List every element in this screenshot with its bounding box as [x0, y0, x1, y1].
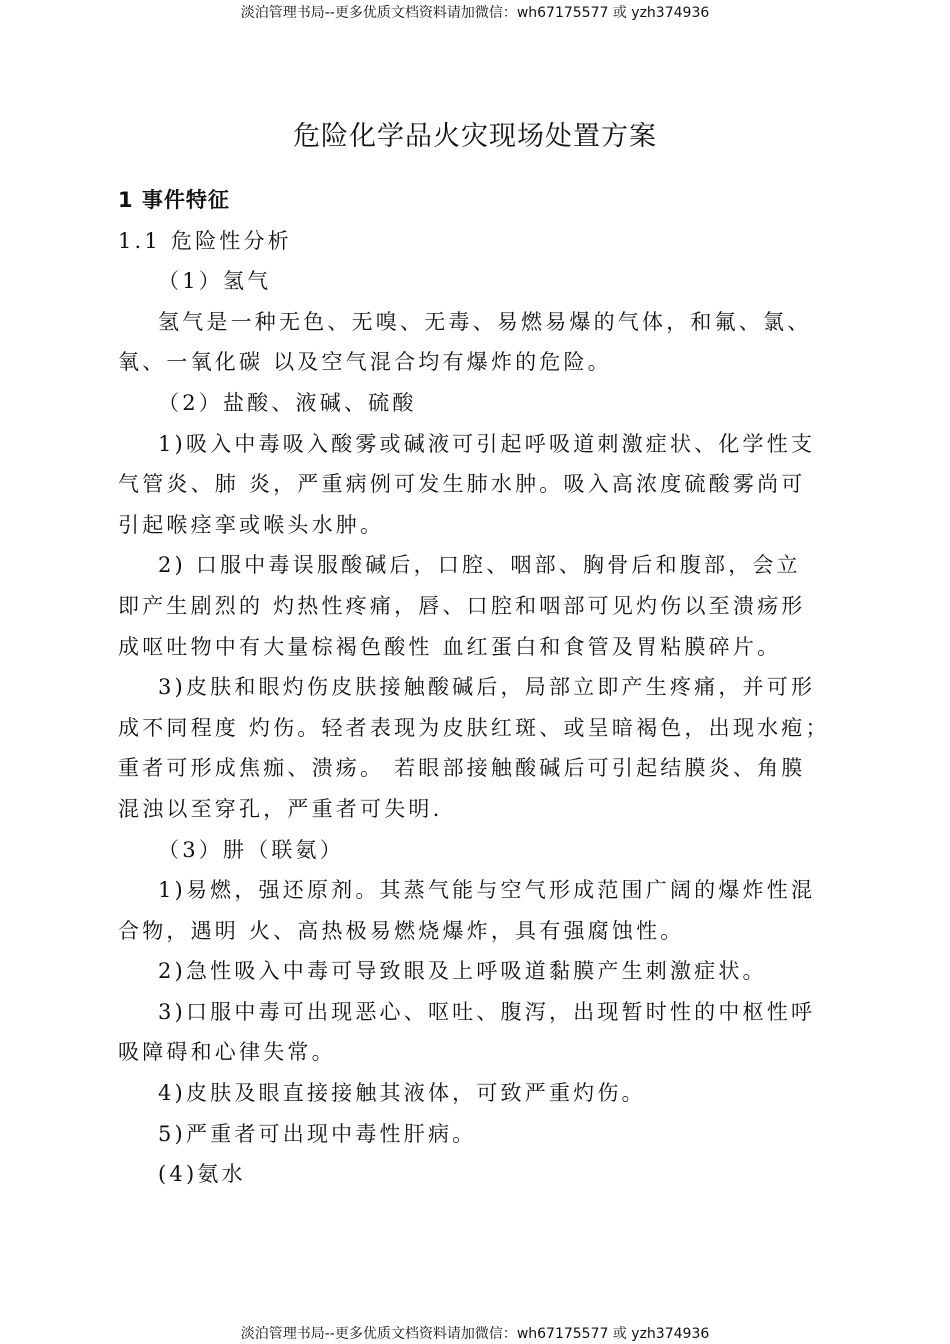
paragraph-line: 重者可形成焦痂、溃疡。 若眼部接触酸碱后可引起结膜炎、角膜: [118, 756, 806, 781]
paragraph-line: 5)严重者可出现中毒性肝病。: [158, 1121, 477, 1146]
paragraph-line: 1)吸入中毒吸入酸雾或碱液可引起呼吸道刺激症状、化学性支: [158, 431, 816, 456]
paragraph-line: 混浊以至穿孔，严重者可失明.: [118, 796, 443, 821]
paragraph-line: 成不同程度 灼伤。轻者表现为皮肤红斑、或呈暗褐色，出现水疱；: [118, 715, 830, 740]
paragraph-line: 4)皮肤及眼直接接触其液体，可致严重灼伤。: [158, 1081, 646, 1106]
document-title: 危险化学品火灾现场处置方案: [293, 121, 657, 152]
paragraph-line: 2) 口服中毒误服酸碱后，口腔、咽部、胸骨后和腹部，会立: [158, 553, 801, 578]
paragraph-line: 氧、一氧化碳 以及空气混合均有爆炸的危险。: [118, 350, 612, 375]
paragraph-line: 成呕吐物中有大量棕褐色酸性 血红蛋白和食管及胃粘膜碎片。: [118, 634, 782, 659]
item-heading-hydrogen: （1）氢气: [158, 269, 272, 294]
paragraph-line: 气管炎、肺 炎，严重病例可发生肺水肿。吸入高浓度硫酸雾尚可: [118, 472, 806, 497]
paragraph-line: 1)易燃，强还原剂。其蒸气能与空气形成范围广阔的爆炸性混: [158, 878, 816, 903]
subsection-heading: 1.1 危险性分析: [118, 228, 292, 253]
item-heading-acids: （2）盐酸、液碱、硫酸: [158, 390, 417, 415]
paragraph-line: 引起喉痉挛或喉头水肿。: [118, 512, 385, 537]
section-heading: 1 事件特征: [118, 188, 230, 212]
paragraph-line: 氢气是一种无色、无嗅、无毒、易燃易爆的气体，和氟、氯、: [158, 309, 812, 334]
paragraph-line: 即产生剧烈的 灼热性疼痛，唇、口腔和咽部可见灼伤以至溃疡形: [118, 593, 806, 618]
paragraph-line: 3)皮肤和眼灼伤皮肤接触酸碱后，局部立即产生疼痛，并可形: [158, 675, 816, 700]
paragraph-line: 合物，遇明 火、高热极易燃烧爆炸，具有强腐蚀性。: [118, 918, 685, 943]
item-heading-ammonia-water: (4)氨水: [158, 1162, 246, 1187]
paragraph-line: 2)急性吸入中毒可导致眼及上呼吸道黏膜产生刺激症状。: [158, 959, 767, 984]
document-body: [118, 180, 848, 1195]
paragraph-line: 吸障碍和心律失常。: [118, 1040, 336, 1065]
page-footer: 淡泊管理书局--更多优质文档资料请加微信：wh67175577 或 yzh374936: [240, 1326, 710, 1342]
item-heading-hydrazine: （3）肼（联氨）: [158, 837, 344, 862]
paragraph-line: 3)口服中毒可出现恶心、呕吐、腹泻，出现暂时性的中枢性呼: [158, 999, 816, 1024]
page-header: 淡泊管理书局--更多优质文档资料请加微信：wh67175577 或 yzh374936: [240, 5, 710, 21]
